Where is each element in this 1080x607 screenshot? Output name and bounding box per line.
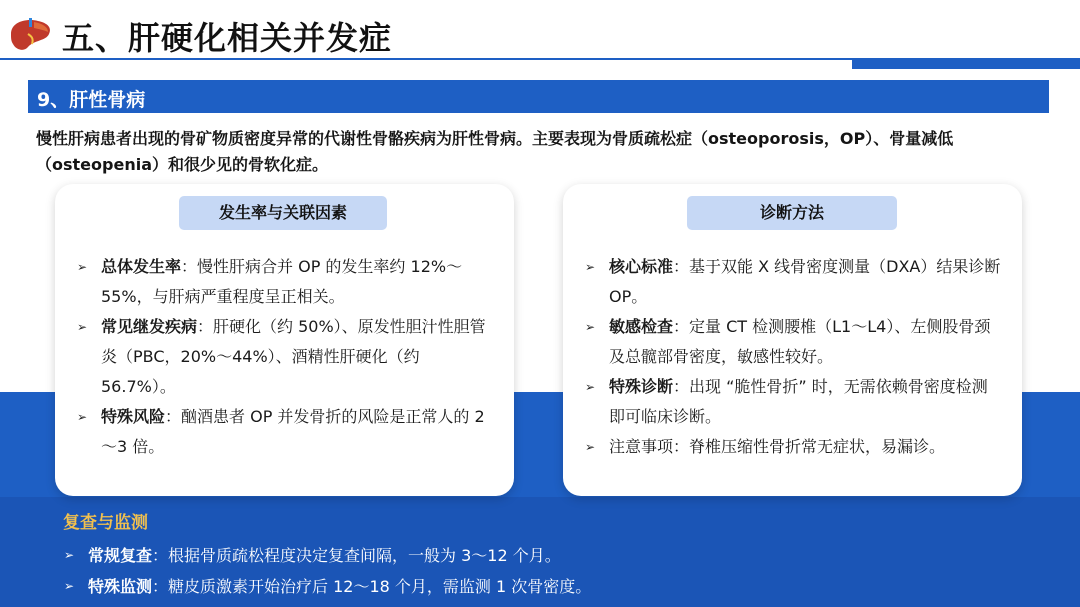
item-term: 核心标准: [609, 257, 674, 276]
arrow-bullet-icon: ➢: [585, 380, 596, 394]
diagnosis-card: [563, 184, 1022, 496]
item-term: 常规复查: [88, 546, 153, 565]
item-text: ：肝硬化（约 50%）、原发性胆汁性胆管炎（PBC，20%～44%）、酒精性肝硬化（约 56.7%）。: [101, 317, 486, 396]
arrow-bullet-icon: ➢: [585, 440, 596, 454]
item-text: ：出现 “脆性骨折” 时，无需依赖骨密度检测即可临床诊断。: [609, 377, 988, 426]
list-item: [75, 312, 495, 402]
item-text: ：基于双能 X 线骨密度测量（DXA）结果诊断 OP。: [609, 257, 1001, 306]
arrow-bullet-icon: ➢: [64, 579, 75, 593]
list-item: [583, 372, 1003, 432]
item-text: 注意事项：脊椎压缩性骨折常无症状，易漏诊。: [609, 437, 946, 456]
diagnosis-card-label: 诊断方法: [687, 196, 897, 230]
review-title: 复查与监测: [63, 513, 148, 533]
page-title: 五、肝硬化相关并发症: [62, 19, 393, 57]
item-term: 特殊诊断: [609, 377, 674, 396]
list-item: [583, 252, 1003, 312]
arrow-bullet-icon: ➢: [77, 260, 88, 274]
item-term: 特殊监测: [88, 577, 153, 596]
item-text: ：定量 CT 检测腰椎（L1～L4）、左侧股骨颈及总髋部骨密度，敏感性较好。: [609, 317, 991, 366]
item-text: ：慢性肝病合并 OP 的发生率约 12%～55%，与肝病严重程度呈正相关。: [101, 257, 463, 306]
review-list: [62, 540, 1062, 602]
list-item: [75, 252, 495, 312]
item-text: ：根据骨质疏松程度决定复查间隔，一般为 3～12 个月。: [152, 546, 561, 565]
arrow-bullet-icon: ➢: [585, 260, 596, 274]
incidence-list: [75, 252, 495, 462]
item-term: 常见继发疾病: [101, 317, 198, 336]
list-item: [62, 571, 1062, 602]
list-item: [75, 402, 495, 462]
section-label: 9、肝性骨病: [37, 89, 146, 111]
title-underline-accent: [852, 60, 1080, 69]
item-term: 特殊风险: [101, 407, 166, 426]
incidence-card: [55, 184, 514, 496]
section-header-bar: [28, 80, 1049, 113]
intro-paragraph: 慢性肝病患者出现的骨矿物质密度异常的代谢性骨骼疾病为肝性骨病。主要表现为骨质疏松症（osteoporosis，OP）、骨量减低（osteopenia）和很少见的骨软化症。: [36, 129, 954, 174]
arrow-bullet-icon: ➢: [64, 548, 75, 562]
item-text: ：酗酒患者 OP 并发骨折的风险是正常人的 2～3 倍。: [101, 407, 485, 456]
diagnosis-list: [583, 252, 1003, 462]
arrow-bullet-icon: ➢: [77, 320, 88, 334]
incidence-card-label: 发生率与关联因素: [179, 196, 387, 230]
item-term: 敏感检查: [609, 317, 674, 336]
item-term: 总体发生率: [101, 257, 182, 276]
arrow-bullet-icon: ➢: [585, 320, 596, 334]
list-item: [583, 312, 1003, 372]
arrow-bullet-icon: ➢: [77, 410, 88, 424]
liver-icon: [8, 14, 54, 54]
list-item: [62, 540, 1062, 571]
list-item: [583, 432, 1003, 462]
item-text: ：糖皮质激素开始治疗后 12～18 个月，需监测 1 次骨密度。: [152, 577, 592, 596]
